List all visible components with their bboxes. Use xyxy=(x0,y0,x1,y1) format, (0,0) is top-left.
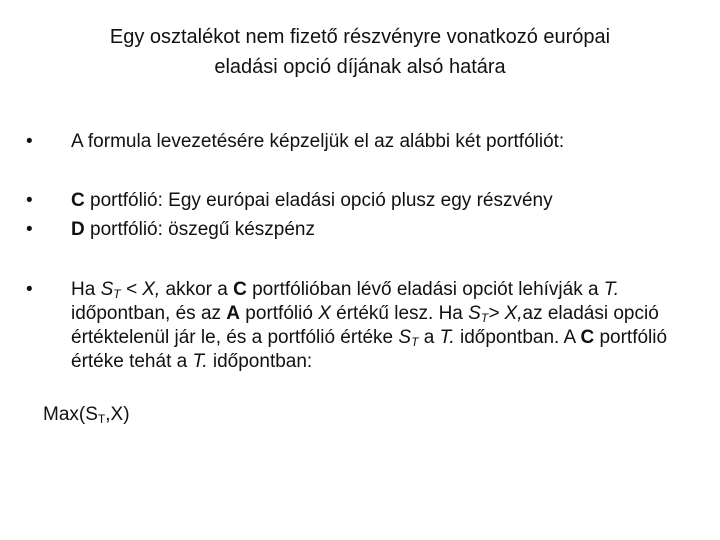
text-run: időpontban, és az xyxy=(71,303,227,324)
portfolio-description: portfólió: öszegű készpénz xyxy=(84,219,315,240)
text-run: akkor a xyxy=(160,279,234,300)
formula-prefix: Max(S xyxy=(43,404,98,425)
text-run: portfólió xyxy=(240,303,319,324)
math-symbol xyxy=(101,279,121,300)
result-formula xyxy=(43,403,130,427)
text-run: időpontban. A xyxy=(454,327,581,348)
portfolio-letter: C xyxy=(580,327,595,348)
text-run: a xyxy=(418,327,440,348)
math-condition: > X, xyxy=(488,303,523,324)
symbol-s: S xyxy=(468,303,481,324)
text-run: időpontban: xyxy=(207,351,313,372)
math-symbol: T. xyxy=(439,327,455,348)
bullet-text xyxy=(71,278,691,374)
math-symbol xyxy=(398,327,418,348)
formula-subscript: T xyxy=(97,412,106,426)
math-symbol: T. xyxy=(603,279,619,300)
math-symbol: X xyxy=(318,303,331,324)
text-run: portfólióban lévő eladási opciót lehívják a xyxy=(246,279,604,300)
symbol-s: S xyxy=(398,327,412,348)
bullet-marker: • xyxy=(26,131,33,152)
bullet-marker: • xyxy=(26,219,33,240)
text-run: portfólió értéke tehát a xyxy=(71,327,668,372)
symbol-s: S xyxy=(100,279,114,300)
math-condition: < X, xyxy=(120,279,161,300)
math-symbol: T. xyxy=(192,351,208,372)
title-line-1: Egy osztalékot nem fizető részvényre vonatkozó európai xyxy=(109,26,611,48)
portfolio-letter: A xyxy=(226,303,241,324)
subscript-t: T xyxy=(480,311,489,325)
text-run: az eladási opció értéktelenül jár le, és a portfólió értéke xyxy=(71,303,659,348)
slide-title xyxy=(40,22,680,82)
bullet-marker: • xyxy=(26,279,33,300)
portfolio-letter: D xyxy=(71,219,85,240)
bullet-marker: • xyxy=(26,190,33,211)
text-run: Ha xyxy=(71,279,101,300)
bullet-text xyxy=(71,218,711,242)
formula-suffix: ,X) xyxy=(105,404,130,425)
bullet-text: A formula levezetésére képzeljük el az alábbi két portfóliót: xyxy=(71,131,565,152)
title-line-2: eladási opció díjának alsó határa xyxy=(214,56,506,78)
portfolio-letter: C xyxy=(233,279,247,300)
math-symbol xyxy=(468,303,488,324)
bullet-text xyxy=(71,189,711,213)
subscript-t: T xyxy=(411,335,419,349)
portfolio-letter: C xyxy=(71,190,85,211)
portfolio-description: portfólió: Egy európai eladási opció plusz egy részvény xyxy=(84,190,553,211)
text-run: értékű lesz. Ha xyxy=(330,303,469,324)
subscript-t: T xyxy=(113,287,121,301)
